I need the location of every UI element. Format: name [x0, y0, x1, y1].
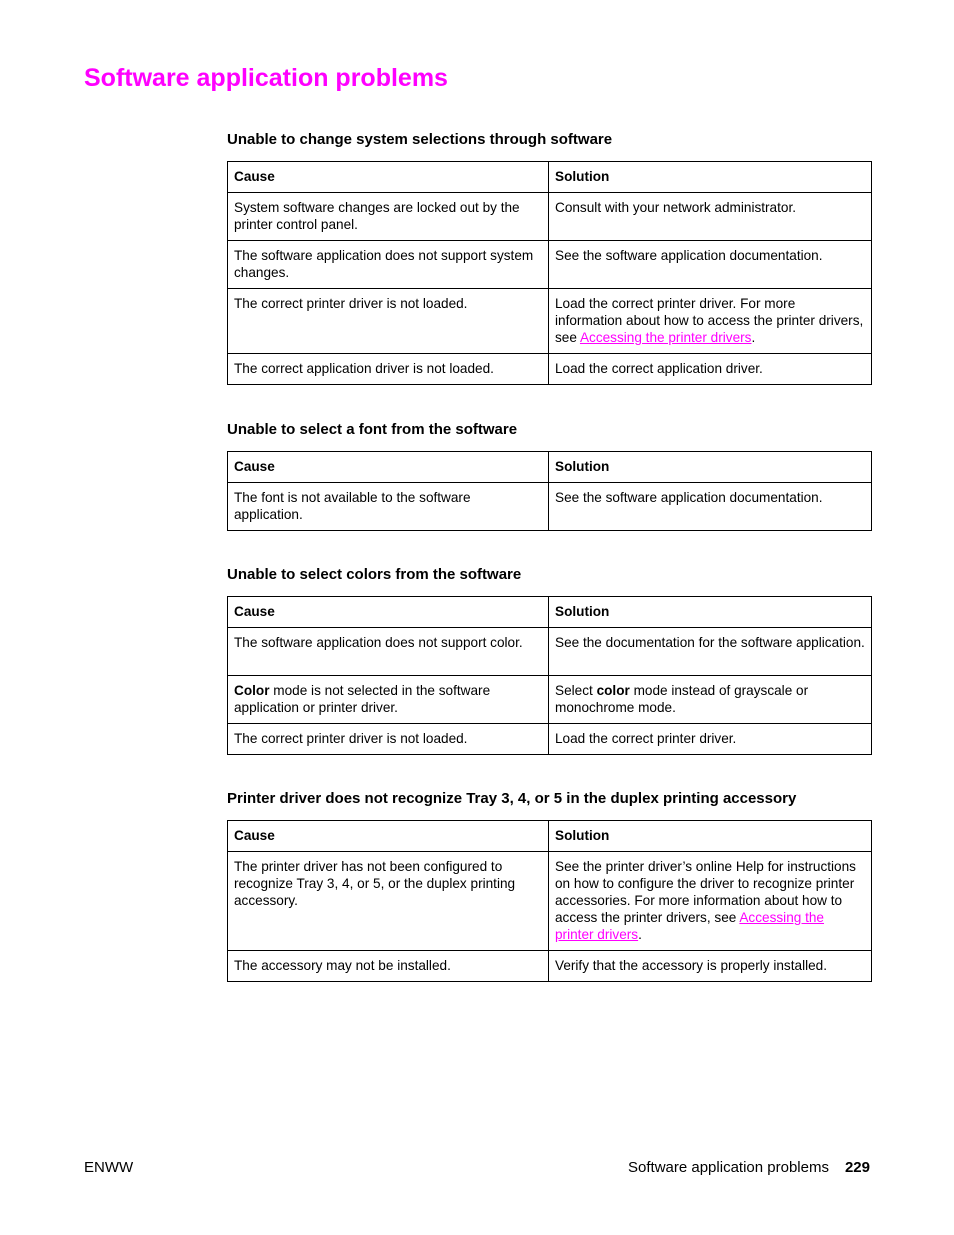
table-header-row — [228, 452, 872, 483]
section-heading: Printer driver does not recognize Tray 3, 4, or 5 in the duplex printing accessory — [227, 790, 797, 807]
troubleshooting-table — [227, 820, 872, 982]
troubleshooting-table — [227, 596, 872, 755]
solution-cell — [549, 289, 872, 354]
accessing-printer-drivers-link[interactable]: Accessing the printer drivers — [579, 330, 752, 345]
section-heading: Unable to select colors from the software — [227, 566, 522, 583]
page-title: Software application problems — [84, 64, 448, 92]
solution-text: See the printer driver’s online Help for instructions on how to configure the driver to recognize printer accessories. For more information about how to access the printer drivers, see — [555, 859, 856, 925]
solution-cell: See the software application documentation. — [549, 241, 872, 289]
solution-text-end: . — [638, 927, 642, 942]
troubleshooting-table — [227, 161, 872, 385]
solution-text: Load the correct printer driver. For more information about how to access the printer drivers, see — [555, 296, 864, 345]
section-colors — [227, 565, 871, 755]
table-row — [228, 483, 872, 531]
troubleshooting-table — [227, 451, 872, 531]
section-heading: Unable to select a font from the software — [227, 421, 518, 438]
table-row — [228, 628, 872, 676]
cause-cell — [228, 676, 549, 724]
cause-header: Cause — [228, 162, 549, 193]
cause-cell: The correct printer driver is not loaded. — [228, 289, 549, 354]
cause-header: Cause — [228, 821, 549, 852]
section-heading: Unable to change system selections through software — [227, 131, 613, 148]
solution-header: Solution — [549, 597, 872, 628]
cause-cell: The correct printer driver is not loaded. — [228, 724, 549, 755]
solution-header: Solution — [549, 162, 872, 193]
accessing-printer-drivers-link[interactable]: Accessing the printer drivers — [555, 910, 824, 942]
table-row — [228, 241, 872, 289]
section-tray-duplex — [227, 789, 871, 982]
table-row — [228, 354, 872, 385]
solution-text-end: . — [751, 330, 756, 345]
page-number: 229 — [844, 1159, 870, 1176]
table-header-row — [228, 597, 872, 628]
table-row — [228, 676, 872, 724]
cause-cell: System software changes are locked out by the printer control panel. — [228, 193, 549, 241]
solution-cell: Consult with your network administrator. — [549, 193, 872, 241]
cause-text: mode is not selected in the software application or printer driver. — [234, 683, 491, 715]
cause-cell: The software application does not support color. — [228, 628, 549, 676]
footer-left: ENWW — [84, 1159, 134, 1176]
solution-bold-term: color — [596, 683, 630, 698]
table-row — [228, 951, 872, 982]
cause-cell: The accessory may not be installed. — [228, 951, 549, 982]
section-system-selections — [227, 130, 871, 385]
section-font — [227, 420, 871, 531]
solution-cell: Load the correct printer driver. — [549, 724, 872, 755]
solution-cell: Load the correct application driver. — [549, 354, 872, 385]
table-row — [228, 724, 872, 755]
cause-cell: The correct application driver is not loaded. — [228, 354, 549, 385]
solution-header: Solution — [549, 821, 872, 852]
table-row — [228, 852, 872, 951]
cause-bold-term: Color — [234, 683, 270, 698]
cause-header: Cause — [228, 452, 549, 483]
footer-right — [628, 1158, 870, 1178]
cause-header: Cause — [228, 597, 549, 628]
footer-section-title: Software application problems — [628, 1159, 829, 1176]
solution-cell: Verify that the accessory is properly installed. — [549, 951, 872, 982]
solution-cell: See the software application documentation. — [549, 483, 872, 531]
table-header-row — [228, 162, 872, 193]
table-row — [228, 289, 872, 354]
solution-text-end: mode instead of grayscale or monochrome mode. — [555, 683, 809, 715]
cause-cell: The font is not available to the software application. — [228, 483, 549, 531]
solution-cell: See the documentation for the software application. — [549, 628, 872, 676]
solution-text: Select — [555, 683, 597, 698]
table-row — [228, 193, 872, 241]
table-header-row — [228, 821, 872, 852]
cause-cell: The software application does not support system changes. — [228, 241, 549, 289]
solution-header: Solution — [549, 452, 872, 483]
cause-cell: The printer driver has not been configured to recognize Tray 3, 4, or 5, or the duplex printing accessory. — [228, 852, 549, 951]
solution-cell — [549, 676, 872, 724]
solution-cell — [549, 852, 872, 951]
